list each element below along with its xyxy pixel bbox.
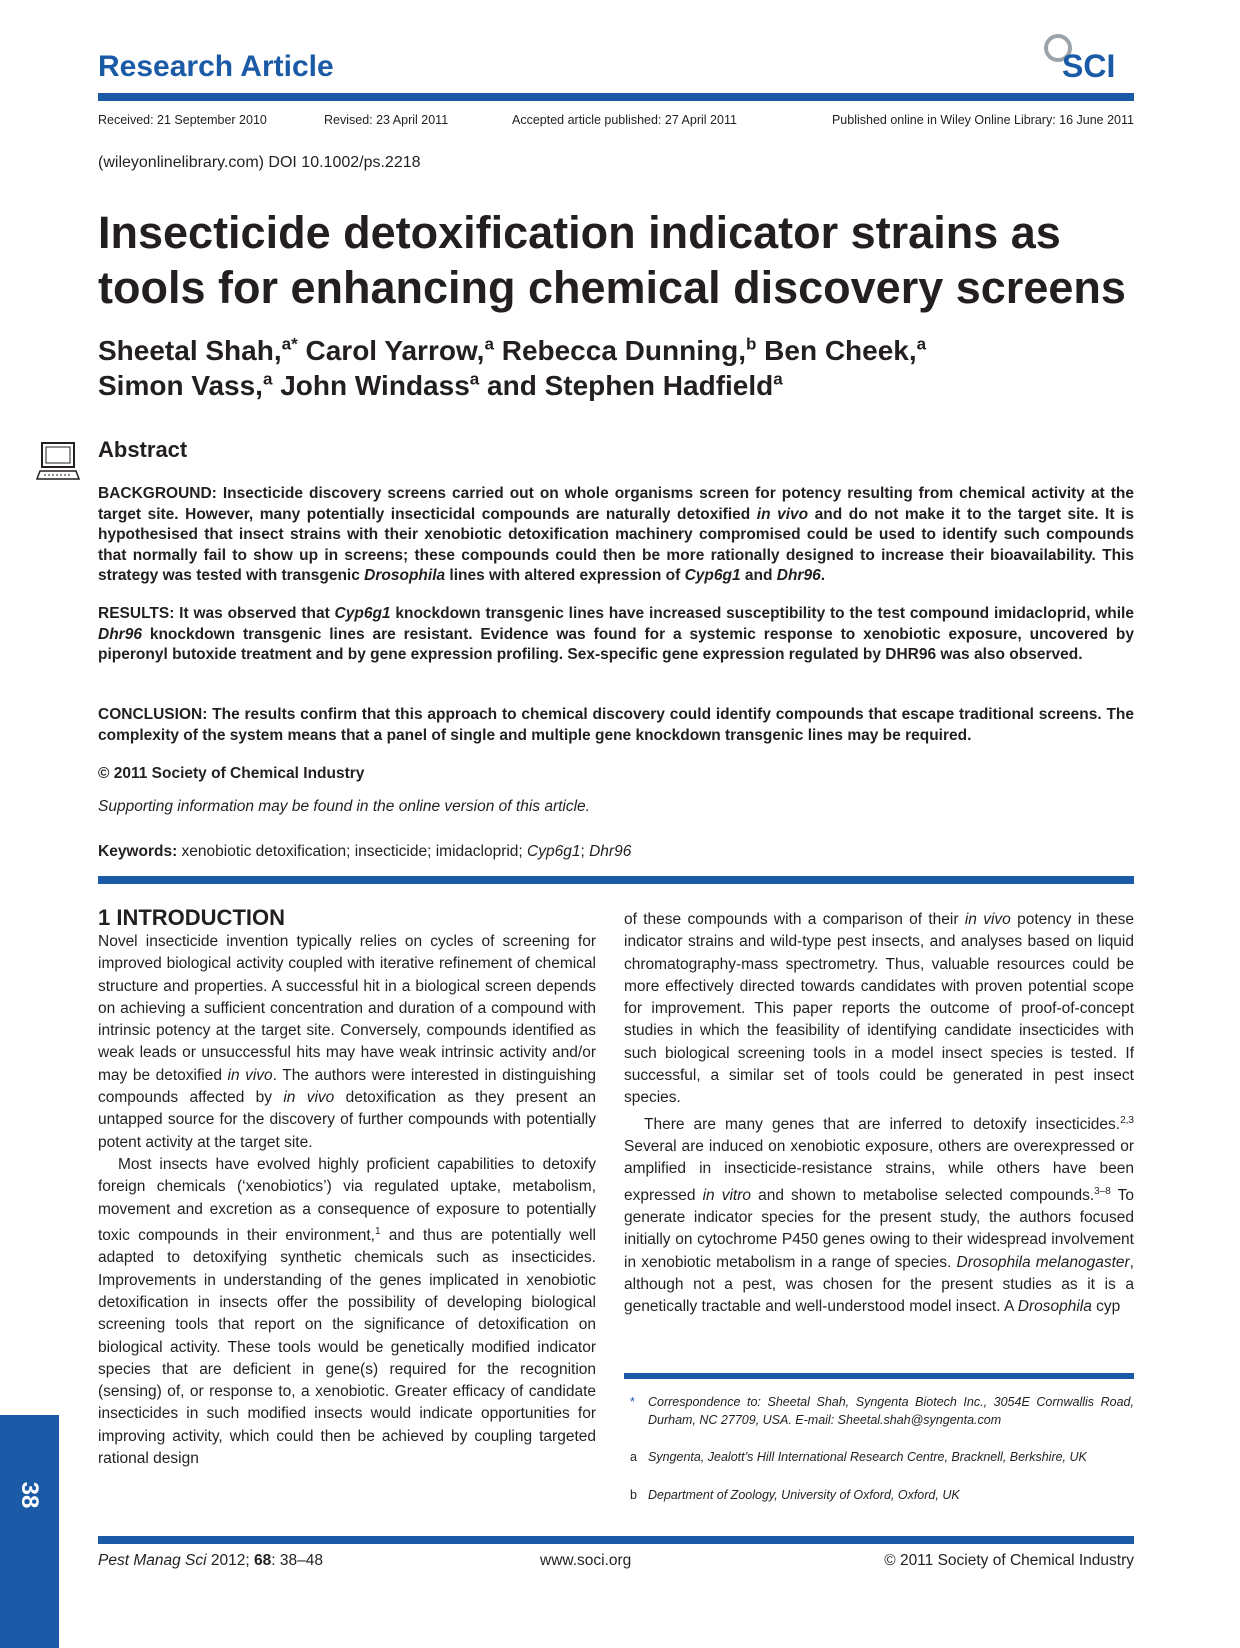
page-number-tab	[0, 1415, 59, 1648]
header-rule	[98, 93, 1134, 101]
footnote-affiliation-b: b Department of Zoology, University of Oxford, Oxford, UK	[630, 1488, 960, 1502]
footnote-affiliation-a: a Syngenta, Jealott’s Hill International Research Centre, Bracknell, Berkshire, UK	[630, 1450, 1087, 1464]
abstract-background: BACKGROUND: Insecticide discovery screens carried out on whole organisms screen for potency resulting from chemical activity at the target site. However, many potentially insecticidal compounds are naturally detoxified in vivo and do not make it to the target site. It is hypothesised that insect strains with their xenobiotic detoxification machinery compromised could be used to identify such compounds that normally fail to show up in screens; these compounds could then be more rationally designed to increase their bioavailability. This strategy was tested with transgenic Drosophila lines with altered expression of Cyp6g1 and Dhr96.	[98, 485, 1134, 584]
intro-paragraph-2: Most insects have evolved highly proficient capabilities to detoxify foreign chemicals (‘xenobiotics’) via regulated uptake, metabolism, movement and excretion as a consequence of exposure to potentially toxic compounds in their environment,$^1$ and thus are potentially well adapted to detoxifying synthetic chemicals such as insecticides. Improvements in understanding of the genes implicated in xenobiotic detoxification in insects offer the possibility of developing biological screening tools that report on the significance of detoxification on biological activity. These tools would be genetically modified indicator species that are deficient in gene(s) required for the recognition (sensing) of, or response to, a xenobiotic. Greater efficacy of candidate insecticides in such modified insects would indicate opportunities for improving activity, which could then be achieved by coupling targeted rational design	[98, 1155, 596, 1467]
computer-icon	[36, 441, 80, 481]
author-list	[98, 333, 1098, 403]
article-title	[98, 205, 1158, 315]
supporting-info-note: Supporting information may be found in the online version of this article.	[98, 798, 590, 815]
footnote-rule	[624, 1373, 1134, 1379]
intro-paragraph-3: There are many genes that are inferred to detoxify insecticides.$^{2,3}$ Several are induced on xenobiotic exposure, others are overexpressed or amplified in insecticide-resistance strains, while others have been expressed in vitro and shown to metabolise selected compounds.$^{3-8}$ To generate indicator species for the present study, the authors focused initially on cytochrome P450 genes owing to their widespread involvement in xenobiotic metabolism in a range of species. Drosophila melanogaster, although not a pest, was chosen for the present studies as it is a genetically tractable and well-understood model insect. A Drosophila cyp	[624, 1114, 1135, 1316]
footer-rule	[98, 1536, 1134, 1544]
body-column-right	[624, 909, 1134, 1319]
author-line-2: Simon Vass,$^a$ John Windass$^a$ and Stephen Hadfield$^a$	[98, 369, 783, 401]
body-column-left	[98, 931, 596, 1470]
sci-logo	[1042, 30, 1134, 86]
section-heading-introduction: 1 INTRODUCTION	[98, 905, 285, 930]
title-line-1: Insecticide detoxification indicator strains as	[98, 207, 1061, 258]
doi: (wileyonlinelibrary.com) DOI 10.1002/ps.2218	[98, 154, 421, 171]
intro-paragraph-2-cont: of these compounds with a comparison of their in vivo potency in these indicator strains and wild-type pest insects, and analyses based on liquid chromatography-mass spectrometry. Thus, valuable resources could be more effectively directed towards candidates with proven potential scope for improvement. This paper reports the outcome of proof-of-concept studies in which the feasibility of identifying candidate insecticides with such biological screening tools in a model insect species is tested. If successful, a similar set of tools could be generated in pest insect species.	[624, 911, 1134, 1107]
footer-url[interactable]: www.soci.org	[540, 1552, 632, 1569]
title-line-2: tools for enhancing chemical discovery screens	[98, 262, 1126, 313]
footnote-correspondence: * Correspondence to: Sheetal Shah, Syngenta Biotech Inc., 3054E Cornwallis Road, Durham, NC 27709, USA. E-mail: Sheetal.shah@syngenta.com	[630, 1395, 1134, 1427]
intro-paragraph-1: Novel insecticide invention typically relies on cycles of screening for improved biological activity coupled with iterative refinement of chemical structure and properties. A successful hit in a biological screen depends on achieving a sufficient concentration and duration of a compound with intrinsic potency at the target site. Conversely, compounds identified as weak leads or unsuccessful hits may have weak intrinsic activity and/or may be detoxified in vivo. The authors were interested in distinguishing compounds affected by in vivo detoxification as they present an untapped source for the discovery of further compounds with potentially potent activity at the target site.	[98, 933, 596, 1151]
page-number: 38	[16, 1481, 43, 1509]
abstract-results: RESULTS: It was observed that Cyp6g1 knockdown transgenic lines have increased susceptibility to the test compound imidacloprid, while Dhr96 knockdown transgenic lines are resistant. Evidence was found for a systemic response to xenobiotic exposure, uncovered by piperonyl butoxide treatment and by gene expression profiling. Sex-specific gene expression regulated by DHR96 was also observed.	[98, 605, 1134, 663]
section-rule	[98, 876, 1134, 884]
accepted-date: Accepted article published: 27 April 2011	[512, 113, 737, 127]
revised-date: Revised: 23 April 2011	[324, 113, 449, 127]
footer-citation: Pest Manag Sci 2012; 68: 38–48	[98, 1552, 323, 1569]
received-date: Received: 21 September 2010	[98, 113, 267, 127]
keywords: Keywords: xenobiotic detoxification; insecticide; imidacloprid; Cyp6g1; Dhr96	[98, 843, 632, 860]
author-line-1: Sheetal Shah,$^{a*}$ Carol Yarrow,$^a$ Rebecca Dunning,$^b$ Ben Cheek,$^a$	[98, 334, 927, 366]
abstract-heading: Abstract	[98, 437, 188, 462]
abstract-copyright: © 2011 Society of Chemical Industry	[98, 765, 365, 782]
footer-copyright: © 2011 Society of Chemical Industry	[884, 1552, 1134, 1569]
sci-logo-text: SCI	[1062, 48, 1116, 84]
published-date: Published online in Wiley Online Library: 16 June 2011	[831, 113, 1134, 127]
article-type: Research Article	[98, 50, 334, 83]
abstract-conclusion: CONCLUSION: The results confirm that this approach to chemical discovery could identify compounds that escape traditional screens. The complexity of the system means that a panel of single and multiple gene knockdown transgenic lines may be required.	[98, 706, 1134, 744]
